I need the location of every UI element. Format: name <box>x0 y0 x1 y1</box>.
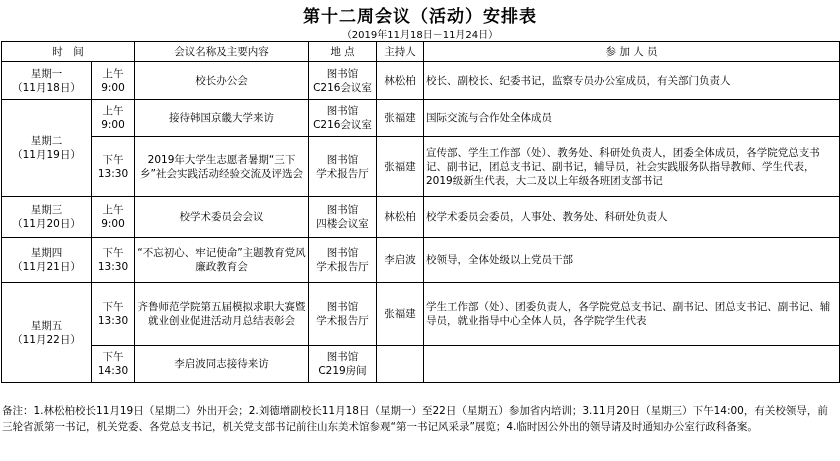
attendees-cell: 国际交流与合作处全体成员 <box>424 100 840 137</box>
table-row <box>2 238 840 283</box>
meeting-cell: 齐鲁师范学院第五届模拟求职大赛暨就业创业促进活动月总结表彰会 <box>135 283 309 346</box>
header-host: 主持人 <box>377 42 424 62</box>
host-cell <box>377 346 424 383</box>
time-cell: 下午 13:30 <box>92 238 135 283</box>
header-row <box>2 42 840 62</box>
time-cell: 下午 14:30 <box>92 346 135 383</box>
meeting-cell: 校长办公会 <box>135 62 309 100</box>
table-row <box>2 197 840 238</box>
schedule-table <box>1 41 840 383</box>
attendees-cell: 宣传部、学生工作部（处）、教务处、科研处负责人，团委全体成员，各学院党总支书记、副书记，团总支书记、副书记，辅导员，社会实践服务队指导教师、学生代表，2019级新生代表，大二及以上年级各班团支部书记 <box>424 137 840 197</box>
host-cell: 张福建 <box>377 100 424 137</box>
page-title: 第十二周会议（活动）安排表 <box>303 7 537 27</box>
location-cell: 图书馆 C216会议室 <box>309 100 377 137</box>
header-location: 地 点 <box>309 42 377 62</box>
time-cell: 上午 9:00 <box>92 62 135 100</box>
meeting-cell: “不忘初心、牢记使命”主题教育党风廉政教育会 <box>135 238 309 283</box>
host-cell: 张福建 <box>377 137 424 197</box>
attendees-cell: 校领导，全体处级以上党员干部 <box>424 238 840 283</box>
location-cell: 图书馆 学术报告厅 <box>309 283 377 346</box>
time-cell: 下午 13:30 <box>92 137 135 197</box>
table-row <box>2 100 840 137</box>
day-cell: 星期二 （11月19日） <box>2 100 92 197</box>
day-cell: 星期四 （11月21日） <box>2 238 92 283</box>
header-time: 时 间 <box>2 42 135 62</box>
host-cell: 林松柏 <box>377 197 424 238</box>
header-attendees: 参 加 人 员 <box>424 42 840 62</box>
time-cell: 下午 13:30 <box>92 283 135 346</box>
host-cell: 林松柏 <box>377 62 424 100</box>
attendees-cell: 校学术委员会委员，人事处、教务处、科研处负责人 <box>424 197 840 238</box>
location-cell: 图书馆 C219房间 <box>309 346 377 383</box>
meeting-cell: 校学术委员会会议 <box>135 197 309 238</box>
attendees-cell: 校长、副校长、纪委书记，监察专员办公室成员，有关部门负责人 <box>424 62 840 100</box>
table-row <box>2 283 840 346</box>
host-cell: 张福建 <box>377 283 424 346</box>
attendees-cell: 学生工作部（处）、团委负责人，各学院党总支书记、副书记、团总支书记、副书记、辅导员，就业指导中心全体人员，各学院学生代表 <box>424 283 840 346</box>
day-cell: 星期三 （11月20日） <box>2 197 92 238</box>
day-cell: 星期一 （11月18日） <box>2 62 92 100</box>
meeting-cell: 2019年大学生志愿者暑期“三下乡”社会实践活动经验交流及评选会 <box>135 137 309 197</box>
location-cell: 图书馆 C216会议室 <box>309 62 377 100</box>
location-cell: 图书馆 学术报告厅 <box>309 238 377 283</box>
footnote: 备注：1.林松柏校长11月19日（星期二）外出开会；2.刘德增副校长11月18日（星期一）至22日（星期五）参加省内培训；3.11月20日（星期三）下午14:00，有关校领导，前三轮省派第一书记，机关党委、各党总支书记，机关党支部书记前往山东美术馆参观“第一书记风采录”展览；4.临时因公外出的领导请及时通知办公室行政科备案。 <box>2 405 828 433</box>
table-row <box>2 62 840 100</box>
table-row <box>2 137 840 197</box>
time-cell: 上午 9:00 <box>92 197 135 238</box>
location-cell: 图书馆 四楼会议室 <box>309 197 377 238</box>
attendees-cell <box>424 346 840 383</box>
location-cell: 图书馆 学术报告厅 <box>309 137 377 197</box>
date-range: （2019年11月18日－11月24日） <box>341 30 499 41</box>
host-cell: 李启波 <box>377 238 424 283</box>
table-row <box>2 346 840 383</box>
day-cell: 星期五 （11月22日） <box>2 283 92 383</box>
meeting-cell: 李启波同志接待来访 <box>135 346 309 383</box>
time-cell: 上午 9:00 <box>92 100 135 137</box>
meeting-cell: 接待韩国京畿大学来访 <box>135 100 309 137</box>
header-meeting: 会议名称及主要内容 <box>135 42 309 62</box>
